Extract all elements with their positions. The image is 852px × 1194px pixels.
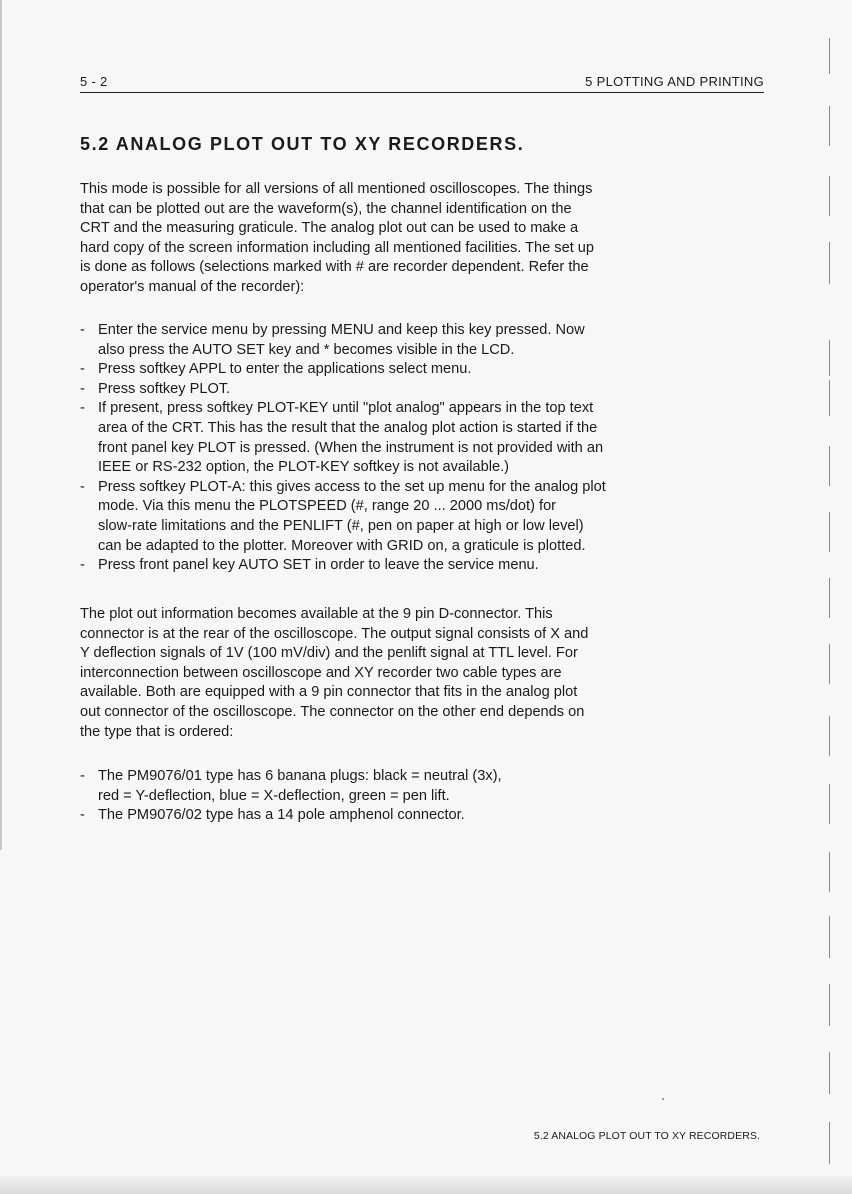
text-line: IEEE or RS-232 option, the PLOT-KEY softkey is not available.) xyxy=(98,459,509,476)
list-dash: - xyxy=(80,768,85,784)
text-line: hard copy of the screen information including all mentioned facilities. The set up xyxy=(80,239,595,256)
scan-mark xyxy=(829,512,830,552)
text-line: the type that is ordered: xyxy=(80,723,234,740)
text-line: also press the AUTO SET key and * becomes visible in the LCD. xyxy=(98,341,515,358)
list-dash: - xyxy=(80,557,85,574)
scan-mark xyxy=(829,446,830,486)
list-item xyxy=(80,380,770,400)
scan-speck xyxy=(662,1098,664,1100)
scan-mark xyxy=(829,38,830,74)
setup-steps-list xyxy=(80,321,770,576)
scan-mark xyxy=(829,380,830,416)
text-line: area of the CRT. This has the result that the analog plot action is started if the xyxy=(98,419,598,436)
scan-mark xyxy=(829,106,830,146)
page-left-edge xyxy=(0,0,2,850)
text-line: operator's manual of the recorder): xyxy=(80,278,305,295)
text-line: out connector of the oscilloscope. The connector on the other end depends on xyxy=(80,703,585,720)
scan-mark xyxy=(829,1122,830,1164)
text-line: Enter the service menu by pressing MENU and keep this key pressed. Now xyxy=(98,322,585,338)
cable-types-list xyxy=(80,767,770,826)
text-line: This mode is possible for all versions of all mentioned oscilloscopes. The things xyxy=(80,181,593,197)
text-line: Press softkey PLOT. xyxy=(98,380,231,397)
list-item xyxy=(80,360,770,380)
list-dash: - xyxy=(80,380,85,397)
text-line: If present, press softkey PLOT-KEY until "plot analog" appears in the top text xyxy=(98,400,594,417)
list-dash: - xyxy=(80,807,85,824)
list-item xyxy=(80,806,770,826)
intro-paragraph xyxy=(80,180,760,298)
scan-mark xyxy=(829,916,830,958)
scan-mark xyxy=(829,1052,830,1094)
chapter-title: 5 PLOTTING AND PRINTING xyxy=(585,74,764,89)
text-line: Press softkey APPL to enter the applications select menu. xyxy=(98,361,472,378)
scan-mark xyxy=(829,716,830,756)
list-dash: - xyxy=(80,361,85,378)
text-line: is done as follows (selections marked with # are recorder dependent. Refer the xyxy=(80,259,589,276)
scan-mark xyxy=(829,176,830,216)
list-dash: - xyxy=(80,478,85,495)
plot-out-paragraph xyxy=(80,605,760,742)
text-line: mode. Via this menu the PLOTSPEED (#, range 20 ... 2000 ms/dot) for xyxy=(98,498,557,515)
text-line: can be adapted to the plotter. Moreover with GRID on, a graticule is plotted. xyxy=(98,537,586,554)
section-title: 5.2 ANALOG PLOT OUT TO XY RECORDERS. xyxy=(80,134,525,154)
list-item xyxy=(80,767,770,806)
list-dash: - xyxy=(80,400,85,417)
text-line: available. Both are equipped with a 9 pin connector that fits in the analog plot xyxy=(80,684,578,701)
text-line: interconnection between oscilloscope and XY recorder two cable types are xyxy=(80,664,562,681)
page-footer: 5.2 ANALOG PLOT OUT TO XY RECORDERS. xyxy=(533,1130,760,1142)
text-line: front panel key PLOT is pressed. (When the instrument is not provided with an xyxy=(98,439,604,456)
text-line: Press softkey PLOT-A: this gives access to the set up menu for the analog plot xyxy=(98,478,606,495)
scan-mark xyxy=(829,340,830,376)
list-item xyxy=(80,399,770,477)
list-item xyxy=(80,478,770,556)
text-line: Press front panel key AUTO SET in order to leave the service menu. xyxy=(98,557,539,574)
text-line: connector is at the rear of the oscilloscope. The output signal consists of X and xyxy=(80,625,589,642)
scan-mark xyxy=(829,852,830,892)
text-line: slow-rate limitations and the PENLIFT (#, pen on paper at high or low level) xyxy=(98,517,584,534)
scan-mark xyxy=(829,578,830,618)
scan-mark xyxy=(829,644,830,684)
list-item xyxy=(80,556,770,576)
text-line: The PM9076/02 type has a 14 pole amphenol connector. xyxy=(98,807,465,824)
page-number: 5 - 2 xyxy=(80,74,108,89)
list-dash: - xyxy=(80,322,85,338)
text-line: red = Y-deflection, blue = X-deflection, green = pen lift. xyxy=(98,787,450,804)
text-line: Y deflection signals of 1V (100 mV/div) and the penlift signal at TTL level. For xyxy=(80,645,578,662)
scan-mark xyxy=(829,784,830,824)
text-line: CRT and the measuring graticule. The analog plot out can be used to make a xyxy=(80,220,579,237)
scan-mark xyxy=(829,984,830,1026)
page-header xyxy=(80,72,764,93)
list-item xyxy=(80,321,770,360)
text-line: The PM9076/01 type has 6 banana plugs: black = neutral (3x), xyxy=(98,768,502,784)
page-bottom-shadow xyxy=(0,1176,852,1194)
scan-mark xyxy=(829,242,830,284)
text-line: that can be plotted out are the waveform(s), the channel identification on the xyxy=(80,200,572,217)
text-line: The plot out information becomes available at the 9 pin D-connector. This xyxy=(80,606,553,622)
